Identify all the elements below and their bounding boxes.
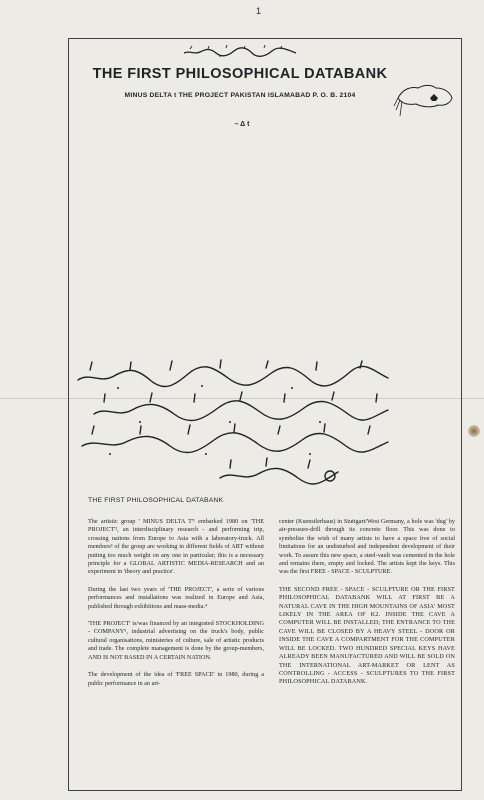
article-paragraph: center (Kuenstlerhaus) in Stuttgart/West Germany, a hole was 'dug' by air-pressure-drill through its concrete floor. This was done to symbolise the wish of many artists to have a space free of social limitations for an undisturbed and independent development of their work. To assure this new space, a steel-vault was cemented in the hole and remains there, empty and locked. The artists kept the keys. This was the first FREE - SPACE - SCULPTURE. [279,518,455,576]
article-heading: THE FIRST PHILOSOPHICAL DATABANK [88,497,224,504]
paper-stain [468,425,480,437]
document-subtitle: MINUS DELTA t THE PROJECT PAKISTAN ISLAMABAD P. O. B. 2104 [124,92,356,99]
article-paragraph: 'THE PROJECT' is/was financed by an integrated STOCKHOLDING - COMPANY⁵, industrial advertising on the truck's body, public cultural organisations, ministeries of culture, sale of artistic products and trade. The complete management is done by the group-members, AND IS NOT BASED IN A CERTAIN NATION. [88,620,264,661]
article-paragraph: During the last two years of 'THE PROJECT', a serie of various performances and installations was realized in Europe and Asia, published through exhibitions and mass-media.⁴ [88,585,264,610]
page-number: 1 [256,6,262,16]
article-paragraph-caps: THE SECOND FREE - SPACE - SCULPTURE OR THE FIRST PHILOSOPHICAL DATABANK WILL AT FIRST BE A NATURAL CAVE IN THE HIGH MOUNTAINS OF ASIA' MOST LIKELY IN THE AREA OF K2. INSIDE THE CAVE A COMPUTER WILL BE INSTALLED; THE ENTRANCE TO THE CAVE WILL BE CLOSED BY A HEAVY STEEL - DOOR OR INSIDE THE CAVE A COMPARTMENT FOR THE COMPUTER WILL BE LOCKED. TWO HUNDRED SPECIAL KEYS HAVE ALREADY BEEN MANUFACTURED AND WILL BE SOLD ON THE INTERNATIONAL ART-MARKET OR LENT AS CONTROLLING - ACCESS - SCULPTURES TO THE FIRST PHILOSOPHICAL DATABANK. [279,585,455,686]
article-paragraph: The artistic group ' MINUS DELTA T'¹ embarked 1980 on 'THE PROJECT'², an interdisciplinary research - and performing trip, crossing nations from Europe to Asia with a laboratory-truck. All members³ of the group are working in different fields of ART without putting too much weight on any one in particular; this is a necessary principle for a GLOBAL ARTISTIC MEDIA-RESEARCH and an experiment in 'theory and practice'. [88,518,264,576]
article-left-column [88,518,264,697]
document-title: THE FIRST PHILOSOPHICAL DATABANK [92,66,388,82]
quran-verse-calligraphy [70,358,400,493]
delta-code: – Δ t [234,121,250,128]
article-right-column [279,518,455,696]
basmala-calligraphy [180,44,300,58]
article-paragraph: The development of the idea of 'FREE SPACE' in 1980, during a public performance in an art- [88,671,264,687]
map-outline-icon [392,76,456,124]
